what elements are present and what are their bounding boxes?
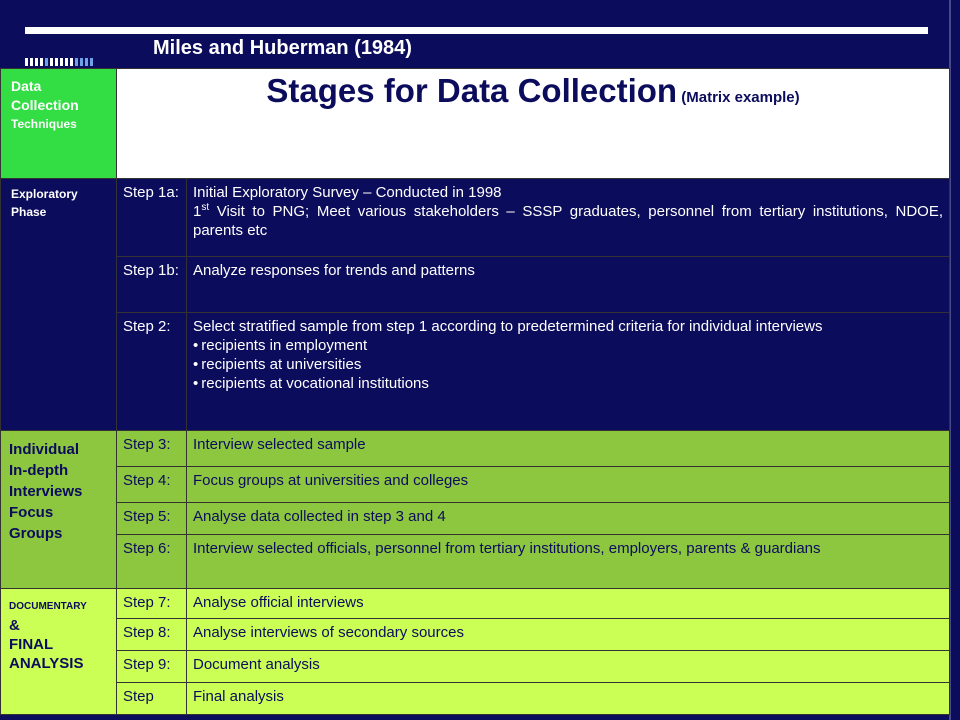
- header-left-cell: [1, 69, 117, 179]
- phase-line: ANALYSIS: [9, 655, 84, 672]
- table-row: [1, 619, 950, 651]
- step-description: Interview selected officials, personnel from tertiary institutions, employers, parents & guardians: [187, 535, 950, 589]
- table-row: [1, 683, 950, 715]
- table-row: [1, 179, 950, 257]
- table-header-row: [1, 69, 950, 179]
- table-row: [1, 589, 950, 619]
- phase-line: FINAL: [9, 636, 54, 653]
- step-description: Interview selected sample: [187, 431, 950, 467]
- phase-line: Focus: [9, 504, 54, 521]
- superscript: st: [201, 202, 210, 213]
- list-item: • recipients at vocational institutions: [193, 374, 943, 393]
- table-row: [1, 431, 950, 467]
- phase-line: &: [9, 617, 20, 634]
- header-left-line3: Techniques: [11, 117, 77, 131]
- step-description: [187, 179, 950, 257]
- step-line: [193, 202, 943, 240]
- step-description: Document analysis: [187, 651, 950, 683]
- table-row: [1, 257, 950, 313]
- title-note: (Matrix example): [681, 89, 800, 106]
- stages-table: [0, 68, 950, 715]
- step-description: Analyse data collected in step 3 and 4: [187, 503, 950, 535]
- step-label: Step 8:: [117, 619, 187, 651]
- table-row: [1, 503, 950, 535]
- phase-line: Interviews: [9, 483, 83, 500]
- phase-label-documentary: [1, 589, 117, 715]
- header-title-cell: [117, 69, 950, 179]
- slide-subtitle: Miles and Huberman (1984): [153, 37, 412, 59]
- list-item: • recipients in employment: [193, 336, 943, 355]
- step-description: Analyse interviews of secondary sources: [187, 619, 950, 651]
- step-description: Analyse official interviews: [187, 589, 950, 619]
- header-left-line2: Collection: [11, 97, 79, 113]
- step-line: Initial Exploratory Survey – Conducted in 1998: [193, 184, 502, 201]
- step-line-part: Visit to PNG; Meet various stakeholders – SSSP graduates, personnel from tertiary institutions, NDOE, parents etc: [193, 203, 943, 239]
- step-label: Step 2:: [117, 313, 187, 431]
- step-description: Final analysis: [187, 683, 950, 715]
- step-label: Step: [117, 683, 187, 715]
- page-title: Stages for Data Collection: [266, 72, 678, 109]
- step-label: Step 4:: [117, 467, 187, 503]
- step-label: Step 6:: [117, 535, 187, 589]
- list-item: • recipients at universities: [193, 355, 943, 374]
- phase-line: In-depth: [9, 462, 69, 479]
- step-label: Step 7:: [117, 589, 187, 619]
- table-row: [1, 535, 950, 589]
- step-description: [187, 313, 950, 431]
- step-label: Step 3:: [117, 431, 187, 467]
- bullet-list: [193, 336, 943, 393]
- phase-line: Individual: [9, 441, 80, 458]
- step-label: Step 9:: [117, 651, 187, 683]
- table-row: [1, 467, 950, 503]
- step-description: Analyze responses for trends and patterns: [187, 257, 950, 313]
- table-row: [1, 651, 950, 683]
- top-rule: [25, 27, 928, 34]
- decorative-ticks: [25, 58, 93, 66]
- step-label: Step 1a:: [117, 179, 187, 257]
- header-left-line1: Data: [11, 78, 42, 94]
- step-line-part: 1: [193, 203, 202, 220]
- step-line: Select stratified sample from step 1 according to predetermined criteria for individual interviews: [193, 318, 823, 335]
- phase-line: DOCUMENTARY: [9, 601, 87, 612]
- step-label: Step 1b:: [117, 257, 187, 313]
- step-description: Focus groups at universities and colleges: [187, 467, 950, 503]
- phase-line: Groups: [9, 525, 63, 542]
- step-label: Step 5:: [117, 503, 187, 535]
- phase-label-exploratory: Exploratory Phase: [1, 179, 117, 431]
- table-row: [1, 313, 950, 431]
- phase-label-individual: [1, 431, 117, 589]
